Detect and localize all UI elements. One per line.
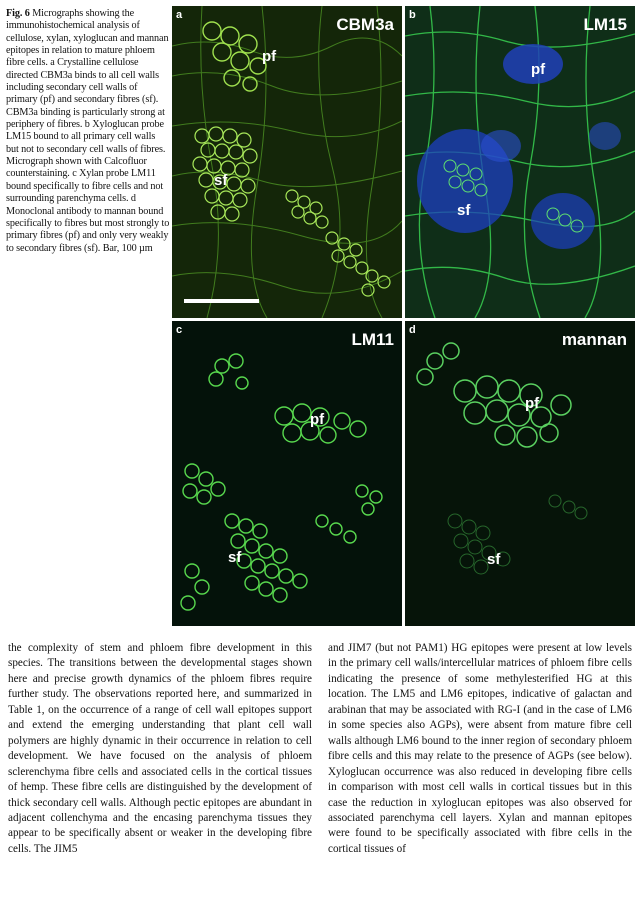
figure-caption-lead: Fig. 6 bbox=[6, 8, 30, 19]
panel-d-texture bbox=[405, 321, 635, 626]
panel-d-pf-label: pf bbox=[525, 395, 540, 412]
panel-c-sf-label: sf bbox=[228, 549, 242, 566]
body-text-left-column: the complexity of stem and phloem fibre development in this species. The transitions between the developmental stages shown here and precise growth dynamics of the phloem fibres require further study. The observations reported here, and summarized in Table 1, on the occurrence of a range of cell wall epitopes support and extend the emerging understanding that plant cell wall polymers are highly dynamic in their occurrence in relation to cell development. We have focused on the analysis of phloem sclerenchyma fibre cells and associated cells in the cortical tissues of hemp. These fibre cells are distinguished by the development of thick secondary cell walls. Although pectic epitopes are abundant in adjacent collenchyma and the encasing parenchyma tissues they appear to be specifically absent or weaker in the developing fibre cells. The JIM5 bbox=[8, 642, 312, 855]
panel-a-probe-label: CBM3a bbox=[336, 15, 394, 34]
panel-b-pf-label: pf bbox=[531, 61, 546, 78]
micrograph-panel-c bbox=[172, 321, 402, 626]
panel-b-probe-label: LM15 bbox=[583, 15, 627, 34]
panel-c-letter: c bbox=[176, 324, 183, 336]
panel-d-letter: d bbox=[409, 324, 416, 336]
panel-c-pf-label: pf bbox=[310, 411, 325, 428]
panel-b-sf-label: sf bbox=[457, 202, 471, 219]
panel-b-texture bbox=[405, 6, 635, 318]
micrograph-panel-d bbox=[405, 321, 635, 626]
panel-b-letter: b bbox=[409, 9, 416, 21]
panel-c-probe-label: LM11 bbox=[351, 330, 394, 349]
micrograph-panel-b bbox=[405, 6, 635, 318]
figure-caption-text: Micrographs showing the immunohistochemical analysis of cellulose, xylan, xyloglucan and mannan epitopes in relation to mature phloem fibre cells. a Crystalline cellulose directed CBM3a binds to all cell walls including secondary cell walls of primary (pf) and secondary fibres (sf). CBM3a binding is particularly strong at periphery of fibres. b Xyloglucan probe LM15 bound to all primary cell walls but not to secondary cell walls of fibres. Micrograph shown with Calcofluor counterstaining. c Xylan probe LM11 bound specifically to fibre cells and not surrounding parenchyma cells. d Monoclonal antibody to mannan bound specifically to fibres but most strongly to primary fibres (pf) and only very weakly to secondary fibres (sf). Bar, 100 µm bbox=[6, 8, 170, 254]
panel-a-letter: a bbox=[176, 9, 183, 21]
panel-c-texture bbox=[172, 321, 402, 626]
panel-a-texture bbox=[172, 6, 402, 318]
panel-a-pf-label: pf bbox=[262, 48, 277, 65]
figure-caption bbox=[6, 8, 170, 255]
micrograph-panel-a bbox=[172, 6, 402, 318]
scale-bar bbox=[184, 299, 259, 303]
panel-d-probe-label: mannan bbox=[561, 330, 627, 349]
panel-a-sf-label: sf bbox=[214, 172, 228, 189]
body-text-right-column: and JIM7 (but not PAM1) HG epitopes were present at low levels in the primary cell walls/intercellular matrices of phloem fibre cells indicating the presence of some methylesterified HG at this location. The LM5 and LM6 epitopes, indicative of galactan and arabinan that may be associated with RG-I (and in the case of LM6 in some species also AGPs), were absent from mature fibre cell walls although LM6 bound to the inner region of secondary phloem fibre cells and this may relate to the presence of AGPs (see below). Xyloglucan occurrence was also reduced in developing fibre cells in comparison with most cell walls in cortical tissues but in this case the reduction in xyloglucan epitopes was also observed for associated parenchyma cell layers. Xylan and mannan epitopes were found to be specifically associated with fibre cells in the cortical tissues of bbox=[328, 642, 632, 855]
panel-d-sf-label: sf bbox=[487, 551, 501, 568]
